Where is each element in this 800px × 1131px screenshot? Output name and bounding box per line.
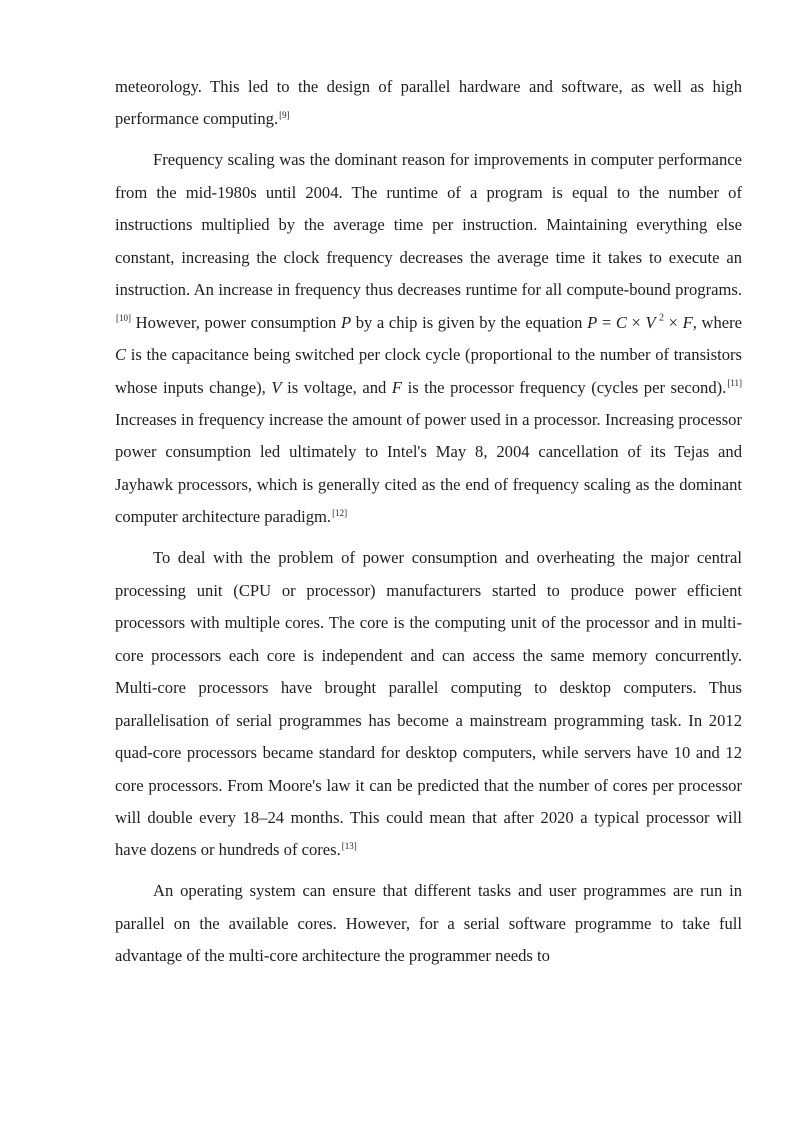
paragraph-text: To deal with the problem of power consumption and overheating the major central processing unit (CPU or processor) manufacturers started to produce power efficient processors with multiple cores. The core is the computing unit of the processor and in multi-core processors each core is independent and can access the same memory concurrently. Multi-core processors have brought parallel computing to desktop computers. Thus parallelisation of serial programmes has become a mainstream programming task. In 2012 quad-core processors became standard for desktop computers, while servers have 10 and 12 core processors. From Moore's law it can be predicted that the number of cores per processor will double every 18–24 months. This could mean that after 2020 a typical processor will have dozens or hundreds of cores. <box>115 548 742 860</box>
paragraph-operating-system <box>115 875 742 972</box>
citation-ref[interactable]: [11] <box>727 377 742 388</box>
paragraph-text: is the processor frequency (cycles per second). <box>402 377 727 397</box>
paragraph-text: is the capacitance being switched per clock cycle (proportional to the number of transistors whose inputs change), <box>115 345 742 397</box>
equation-operator: × <box>663 312 683 332</box>
variable-p: P <box>587 312 598 332</box>
citation-ref[interactable]: [13] <box>341 840 357 851</box>
variable-f: F <box>391 377 403 397</box>
variable-v: V <box>271 377 282 397</box>
exponent: 2 <box>658 312 664 324</box>
body-text <box>115 71 742 981</box>
paragraph-text: An operating system can ensure that different tasks and user programmes are run in parallel on the available cores. However, for a serial software programme to take full advantage of the multi-core architecture the programmer needs to <box>115 881 742 966</box>
paragraph-continuation <box>115 71 742 136</box>
paragraph-text: meteorology. This led to the design of parallel hardware and software, as well as high performance computing. <box>115 77 742 129</box>
paragraph-text: , where <box>692 312 743 332</box>
citation-ref[interactable]: [9] <box>279 109 290 120</box>
paragraph-frequency-scaling <box>115 144 742 533</box>
variable-c: C <box>115 345 127 365</box>
paragraph-text: is voltage, and <box>281 377 392 397</box>
paragraph-text: Frequency scaling was the dominant reason for improvements in computer performance from the mid-1980s until 2004. The runtime of a program is equal to the number of instructions multiplied by the average time per instruction. Maintaining everything else constant, increasing the clock frequency decreases the average time it takes to execute an instruction. An increase in frequency thus decreases runtime for all compute-bound programs. <box>115 150 742 300</box>
paragraph-multicore <box>115 542 742 867</box>
paragraph-text: However, power consumption <box>131 312 341 332</box>
equation-operator: × <box>626 312 646 332</box>
variable-p: P <box>340 312 352 332</box>
equation-operator: = <box>597 312 616 332</box>
paragraph-text: by a chip is given by the equation <box>351 312 588 332</box>
citation-ref[interactable]: [12] <box>332 507 348 518</box>
paragraph-text: Increases in frequency increase the amount of power used in a processor. Increasing processor power consumption led ultimately to Intel's May 8, 2004 cancellation of its Tejas and Jayhawk processors, which is generally cited as the end of frequency scaling as the dominant computer architecture paradigm. <box>115 410 742 527</box>
variable-c: C <box>615 312 627 332</box>
variable-f: F <box>682 312 693 332</box>
variable-v: V <box>645 312 656 332</box>
citation-ref[interactable]: [10] <box>116 313 131 324</box>
